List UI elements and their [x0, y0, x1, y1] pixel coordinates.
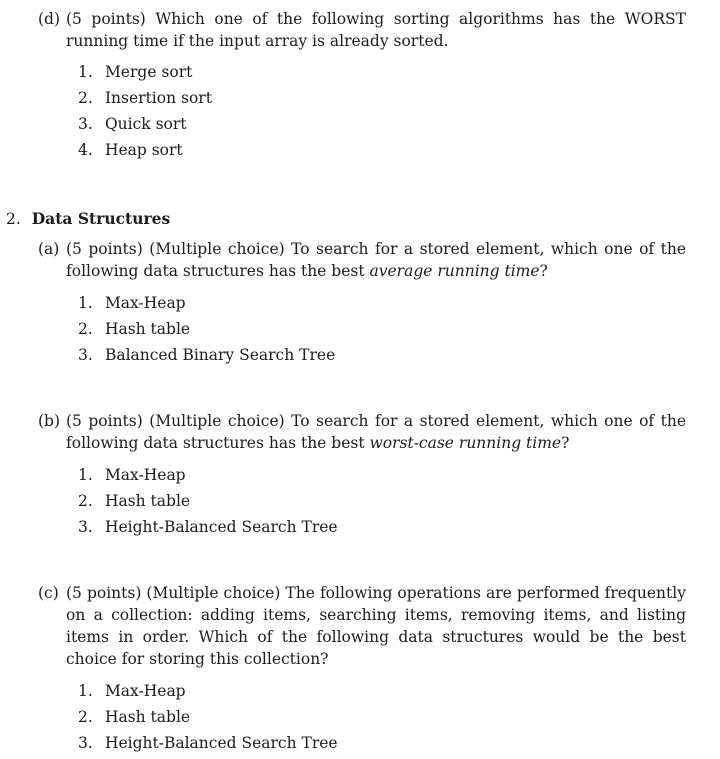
question-b-text — [66, 410, 686, 454]
question-d-option-2: 2. Insertion sort — [78, 89, 212, 107]
question-b-body: To search for a stored element, which one of the following data structures has the best — [66, 412, 686, 452]
question-a-label: (a) — [38, 240, 60, 258]
section-number: 2. — [6, 210, 21, 228]
question-a-end: ? — [539, 262, 548, 280]
section-title: Data Structures — [31, 209, 171, 228]
question-b-label: (b) — [38, 412, 61, 430]
question-d-option-4: 4. Heap sort — [78, 141, 183, 159]
question-b-option-2: 2. Hash table — [78, 492, 191, 510]
question-b-points: (5 points) — [66, 412, 143, 430]
question-a-emphasis: average running time — [369, 262, 540, 280]
question-b-option-3: 3. Height-Balanced Search Tree — [78, 518, 338, 536]
question-d-option-1: 1. Merge sort — [78, 63, 193, 81]
question-d-label: (d) — [38, 10, 61, 28]
question-c-points: (5 points) — [66, 584, 142, 602]
question-c-kind: (Multiple choice) — [146, 584, 281, 602]
question-a-points: (5 points) — [66, 240, 143, 258]
question-d-body: Which one of the following sorting algorithms has the WORST running time if the input array is already sorted. — [66, 10, 686, 50]
question-c-body: The following operations are performed frequently on a collection: adding items, searching items, removing items, and listing items in order. Which of the following data structures would be the best choice for storing this collection? — [66, 584, 686, 668]
question-b-option-1: 1. Max-Heap — [78, 466, 186, 484]
question-b-emphasis: worst-case running time — [369, 434, 562, 452]
question-c-option-2: 2. Hash table — [78, 708, 191, 726]
question-a-option-2: 2. Hash table — [78, 320, 191, 338]
question-c-option-3: 3. Height-Balanced Search Tree — [78, 734, 338, 752]
question-a-body: To search for a stored element, which one of the following data structures has the best — [66, 240, 686, 280]
question-d-points: (5 points) — [66, 10, 146, 28]
section-heading — [6, 208, 170, 230]
question-c-option-1: 1. Max-Heap — [78, 682, 186, 700]
question-d-option-3: 3. Quick sort — [78, 115, 187, 133]
question-a-option-1: 1. Max-Heap — [78, 294, 186, 312]
question-b-end: ? — [561, 434, 570, 452]
question-c-label: (c) — [38, 584, 59, 602]
question-a-option-3: 3. Balanced Binary Search Tree — [78, 346, 336, 364]
question-a-kind: (Multiple choice) — [149, 240, 285, 258]
question-d-text — [66, 8, 686, 52]
question-c-text — [66, 582, 686, 670]
question-b-kind: (Multiple choice) — [149, 412, 285, 430]
question-a-text — [66, 238, 686, 282]
